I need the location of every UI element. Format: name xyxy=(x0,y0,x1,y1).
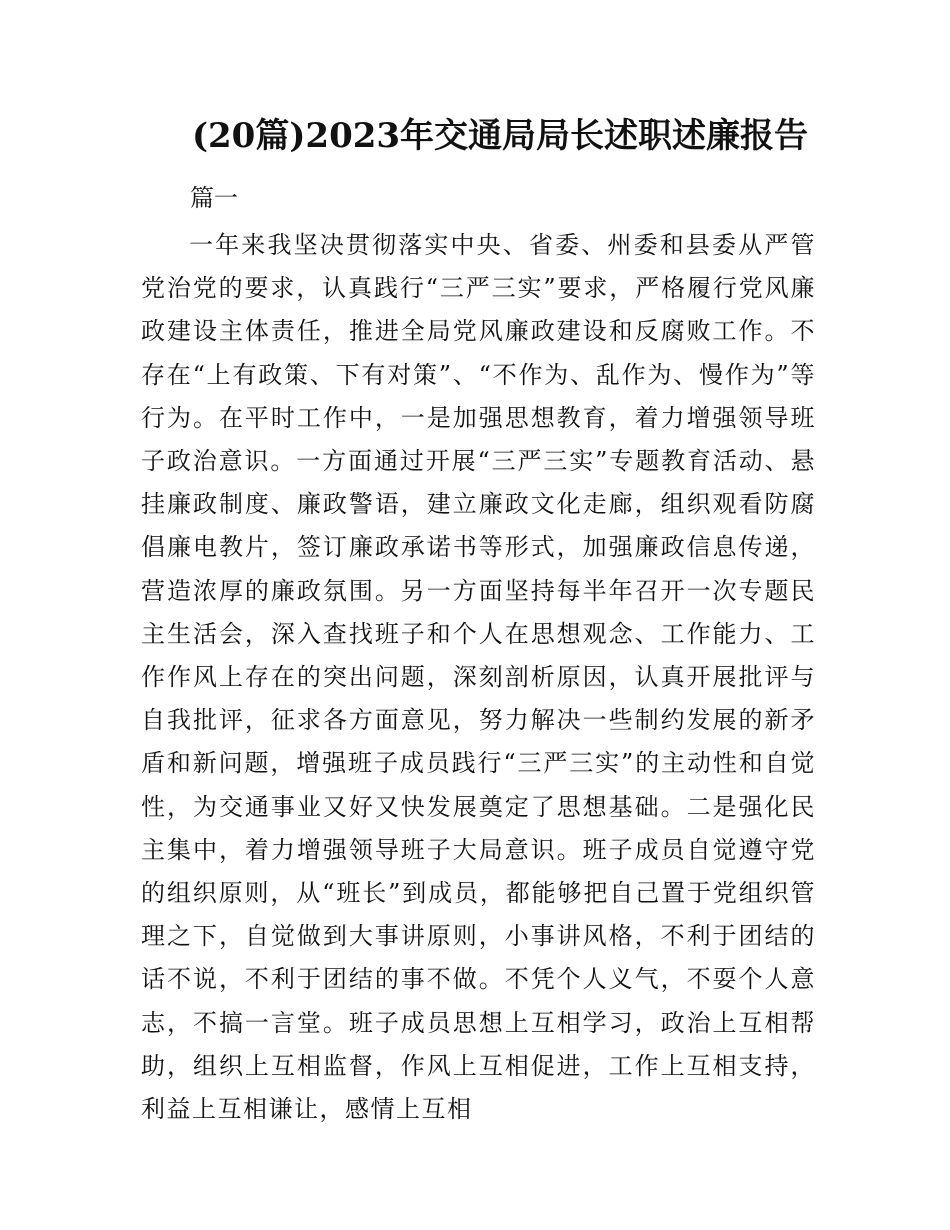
document-title: (20篇)2023年交通局局长述职述廉报告 xyxy=(191,116,809,156)
section-heading: 篇一 xyxy=(190,184,238,212)
body-paragraph: 一年来我坚决贯彻落实中央、省委、州委和县委从严管党治党的要求，认真践行“三严三实”要求，严格履行党风廉政建设主体责任，推进全局党风廉政建设和反腐败工作。不存在“上有政策、下有对策”、“不作为、乱作为、慢作为”等行为。在平时工作中，一是加强思想教育，着力增强领导班子政治意识。一方面通过开展“三严三实”专题教育活动、悬挂廉政制度、廉政警语，建立廉政文化走廊，组织观看防腐倡廉电教片，签订廉政承诺书等形式，加强廉政信息传递，营造浓厚的廉政氛围。另一方面坚持每半年召开一次专题民主生活会，深入查找班子和个人在思想观念、工作能力、工作作风上存在的突出问题，深刻剖析原因，认真开展批评与自我批评，征求各方面意见，努力解决一些制约发展的新矛盾和新问题，增强班子成员践行“三严三实”的主动性和自觉性，为交通事业又好又快发展奠定了思想基础。二是强化民主集中，着力增强领导班子大局意识。班子成员自觉遵守党的组织原则，从“班长”到成员，都能够把自己置于党组织管理之下，自觉做到大事讲原则，小事讲风格，不利于团结的话不说，不利于团结的事不做。不凭个人义气，不耍个人意志，不搞一言堂。班子成员思想上互相学习，政治上互相帮助，组织上互相监督，作风上互相促进，工作上互相支持，利益上互相谦让，感情上互相 xyxy=(141,231,816,1124)
